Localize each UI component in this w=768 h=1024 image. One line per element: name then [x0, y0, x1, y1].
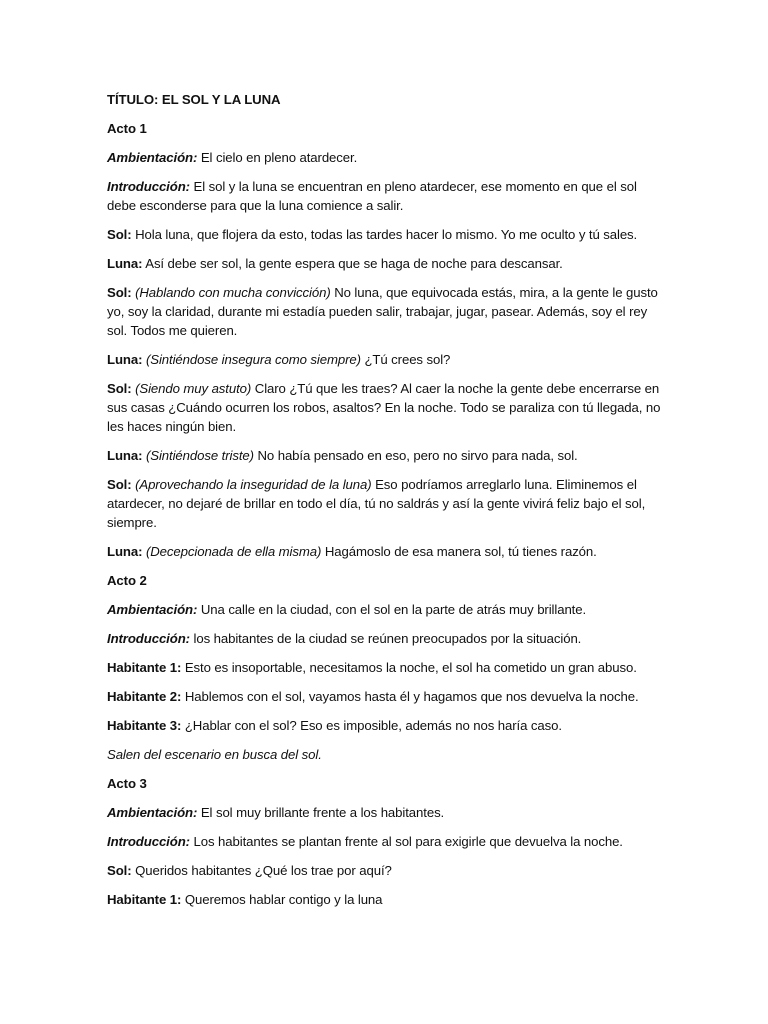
dialogue-line — [107, 687, 667, 706]
setting-label: Ambientación: — [107, 805, 198, 820]
setting-label: Ambientación: — [107, 602, 198, 617]
act-heading: Acto 2 — [107, 573, 147, 588]
dialogue-line — [107, 225, 667, 244]
intro-label: Introducción: — [107, 179, 190, 194]
speaker-name: Sol: — [107, 227, 132, 242]
speaker-name: Luna: — [107, 352, 143, 367]
speaker-name: Luna: — [107, 448, 143, 463]
act-heading: Acto 1 — [107, 121, 147, 136]
dialogue-line — [107, 254, 667, 273]
setting-paragraph — [107, 803, 667, 822]
speaker-name: Habitante 3: — [107, 718, 182, 733]
speaker-name: Sol: — [107, 477, 132, 492]
intro-text: El sol y la luna se encuentran en pleno atardecer, ese momento en que el sol debe esconderse para que la luna comience a salir. — [107, 179, 637, 213]
dialogue-line — [107, 890, 667, 909]
speaker-name: Sol: — [107, 381, 132, 396]
setting-text: Una calle en la ciudad, con el sol en la parte de atrás muy brillante. — [197, 602, 587, 617]
dialogue-line — [107, 658, 667, 677]
dialogue-line — [107, 379, 667, 436]
dialogue-line — [107, 861, 667, 880]
dialogue-text: Eso podríamos arreglarlo luna. Eliminemos el atardecer, no dejaré de brillar en todo el día, tú no saldrás y así la gente vivirá feliz bajo el sol, siempre. — [107, 477, 646, 530]
dialogue-text: Hagámoslo de esa manera sol, tú tienes razón. — [321, 544, 597, 559]
dialogue-text: No luna, que equivocada estás, mira, a la gente le gusto yo, soy la claridad, durante mi estadía pueden salir, trabajar, jugar, pasear. Además, soy el rey sol. Todos me quieren. — [107, 285, 658, 338]
intro-label: Introducción: — [107, 834, 190, 849]
dialogue-text: Así debe ser sol, la gente espera que se haga de noche para descansar. — [142, 256, 563, 271]
intro-text: los habitantes de la ciudad se reúnen preocupados por la situación. — [189, 631, 582, 646]
dialogue-text: Queridos habitantes ¿Qué los trae por aquí? — [131, 863, 392, 878]
document-title: TÍTULO: EL SOL Y LA LUNA — [107, 92, 281, 107]
dialogue-line — [107, 283, 667, 340]
stage-direction: (Sintiéndose insegura como siempre) — [142, 352, 361, 367]
speaker-name: Sol: — [107, 285, 132, 300]
dialogue-text: Queremos hablar contigo y la luna — [181, 892, 383, 907]
setting-text: El sol muy brillante frente a los habitantes. — [197, 805, 445, 820]
setting-paragraph — [107, 600, 667, 619]
stage-direction: (Aprovechando la inseguridad de la luna) — [131, 477, 372, 492]
intro-paragraph — [107, 832, 667, 851]
dialogue-text: Hablemos con el sol, vayamos hasta él y hagamos que nos devuelva la noche. — [181, 689, 639, 704]
speaker-name: Habitante 2: — [107, 689, 182, 704]
speaker-name: Sol: — [107, 863, 132, 878]
stage-direction: (Decepcionada de ella misma) — [142, 544, 322, 559]
dialogue-text: Claro ¿Tú que les traes? Al caer la noche la gente debe encerrarse en sus casas ¿Cuándo ocurren los robos, asaltos? En la noche. Todo se paraliza con tú llegada, no les haces ningún bien. — [107, 381, 661, 434]
speaker-name: Luna: — [107, 544, 143, 559]
speaker-name: Habitante 1: — [107, 660, 182, 675]
document-body — [107, 90, 667, 919]
setting-text: El cielo en pleno atardecer. — [197, 150, 358, 165]
dialogue-line — [107, 716, 667, 735]
dialogue-line — [107, 350, 667, 369]
intro-paragraph — [107, 629, 667, 648]
dialogue-text: ¿Tú crees sol? — [360, 352, 451, 367]
act-heading: Acto 3 — [107, 776, 147, 791]
intro-paragraph — [107, 177, 667, 215]
stage-direction-paragraph: Salen del escenario en busca del sol. — [107, 747, 322, 762]
dialogue-text: Hola luna, que flojera da esto, todas las tardes hacer lo mismo. Yo me oculto y tú sales. — [131, 227, 638, 242]
dialogue-line — [107, 475, 667, 532]
dialogue-text: Esto es insoportable, necesitamos la noche, el sol ha cometido un gran abuso. — [181, 660, 637, 675]
dialogue-line — [107, 542, 667, 561]
intro-label: Introducción: — [107, 631, 190, 646]
dialogue-text: ¿Hablar con el sol? Eso es imposible, además no nos haría caso. — [181, 718, 562, 733]
intro-text: Los habitantes se plantan frente al sol para exigirle que devuelva la noche. — [189, 834, 623, 849]
speaker-name: Habitante 1: — [107, 892, 182, 907]
stage-direction: (Hablando con mucha convicción) — [131, 285, 331, 300]
setting-label: Ambientación: — [107, 150, 198, 165]
dialogue-line — [107, 446, 667, 465]
setting-paragraph — [107, 148, 667, 167]
dialogue-text: No había pensado en eso, pero no sirvo para nada, sol. — [253, 448, 578, 463]
speaker-name: Luna: — [107, 256, 143, 271]
stage-direction: (Sintiéndose triste) — [142, 448, 254, 463]
stage-direction: (Siendo muy astuto) — [131, 381, 252, 396]
